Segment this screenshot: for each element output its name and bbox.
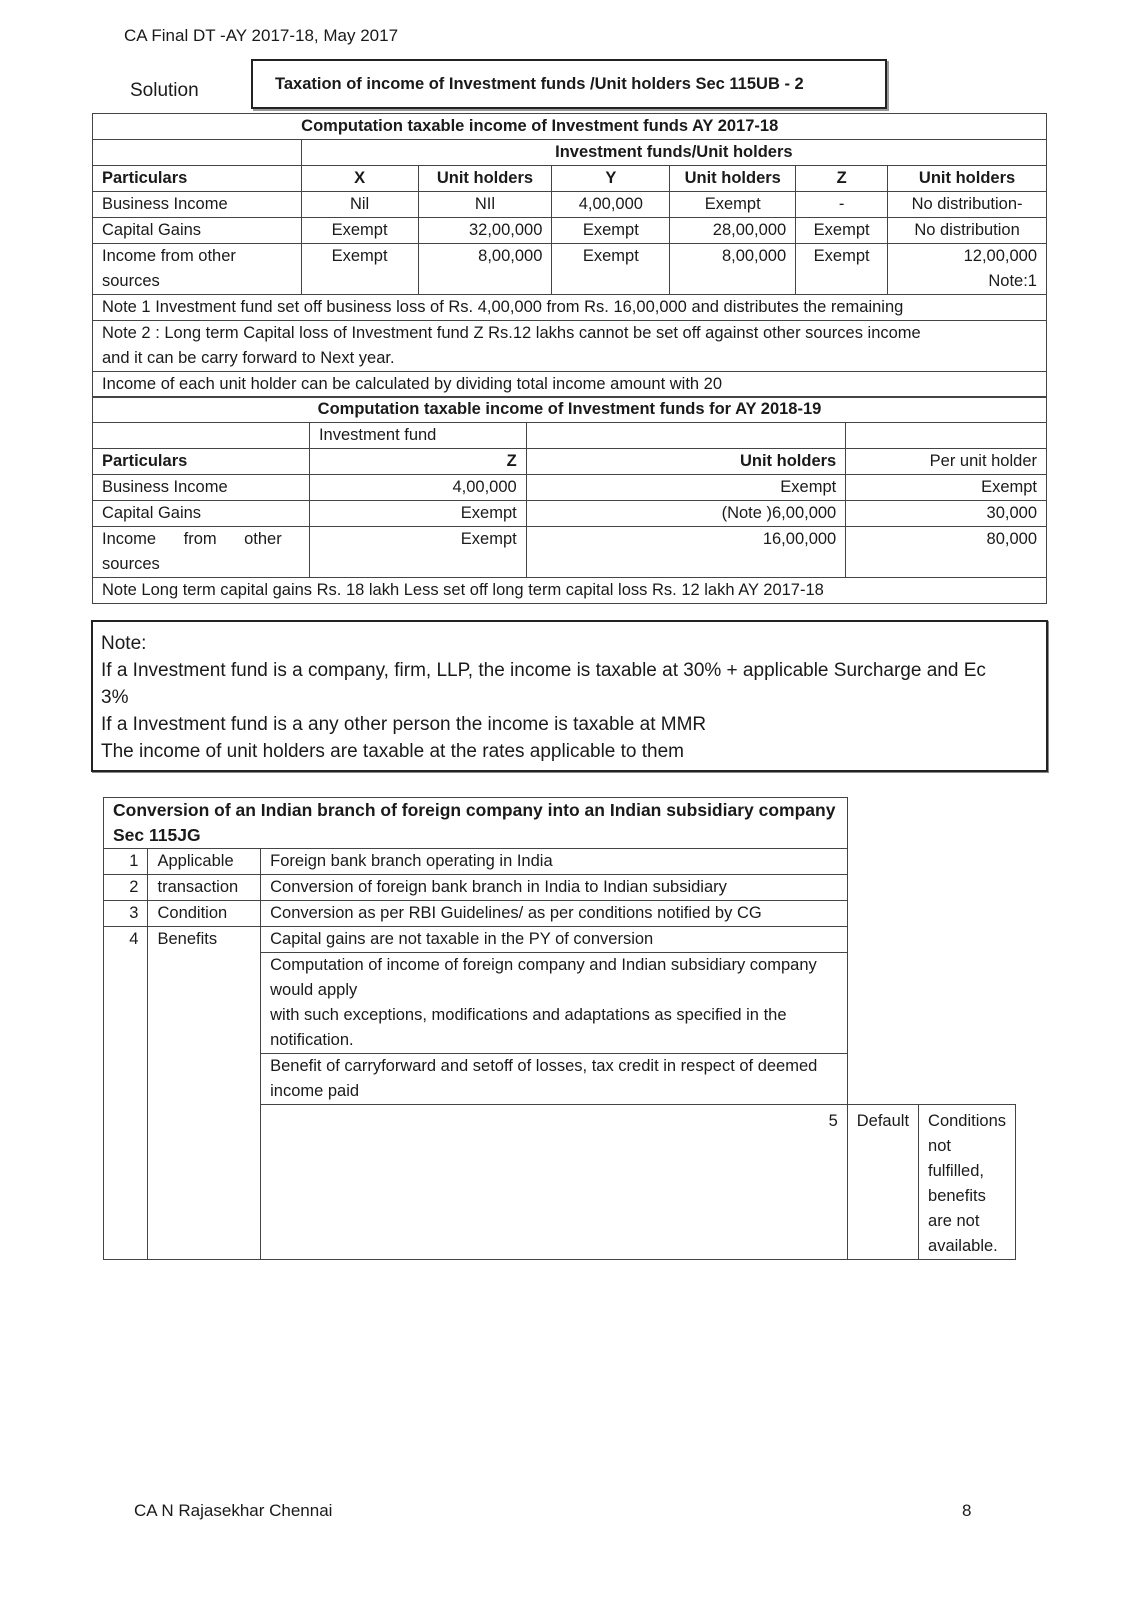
row-number: 5 [261, 1105, 848, 1260]
row-number: 1 [104, 849, 148, 875]
cell: Exempt [552, 218, 670, 244]
group-header-row [93, 140, 1047, 166]
note-2: Note 2 : Long term Capital loss of Investment fund Z Rs.12 lakhs cannot be set off against other sources income and it can be carry forward to Next year. [93, 321, 1047, 372]
note-box [91, 620, 1048, 772]
cell: Income from other sources [93, 527, 310, 578]
table-row [93, 192, 1047, 218]
row-text: Foreign bank branch operating in India [261, 849, 848, 875]
row-text: Conditions not fulfilled, benefits are not available. [919, 1105, 1016, 1260]
subheader: Investment fund [309, 423, 526, 449]
section-title: Taxation of income of Investment funds /Unit holders Sec 115UB - 2 [275, 74, 804, 93]
note-line: 3% [101, 687, 129, 708]
cell: Exempt [526, 475, 846, 501]
column-header-row [93, 449, 1047, 475]
cell: - [796, 192, 888, 218]
table-row [104, 901, 1016, 927]
column-header: Z [309, 449, 526, 475]
cell: Business Income [93, 192, 302, 218]
table-row [93, 218, 1047, 244]
note-row [93, 372, 1047, 398]
cell: Capital Gains [93, 501, 310, 527]
cell: No distribution- [888, 192, 1047, 218]
note-line: Note: [101, 633, 147, 654]
row-label: Benefits [148, 927, 261, 1260]
group-header: Investment funds/Unit holders [301, 140, 1046, 166]
note-line: If a Investment fund is a any other person the income is taxable at MMR [101, 714, 707, 735]
cell: Capital Gains [93, 218, 302, 244]
row-number: 2 [104, 875, 148, 901]
table-title-row [93, 397, 1047, 423]
cell: Exempt [552, 244, 670, 295]
note: Note Long term capital gains Rs. 18 lakh Less set off long term capital loss Rs. 12 lakh AY 2017-18 [93, 578, 1047, 604]
section-title-box [251, 59, 887, 109]
table-title: Computation taxable income of Investment funds AY 2017-18 [301, 114, 1046, 140]
page-number: 8 [962, 1501, 972, 1520]
row-text: Conversion of foreign bank branch in India to Indian subsidiary [261, 875, 848, 901]
cell: Exempt [309, 501, 526, 527]
column-header: Per unit holder [846, 449, 1047, 475]
computation-table-ay-2017-18 [92, 113, 1047, 398]
row-text: Capital gains are not taxable in the PY of conversion [261, 927, 848, 953]
column-header: Z [796, 166, 888, 192]
note-row [93, 321, 1047, 372]
row-label: Default [847, 1105, 918, 1260]
table-row [93, 475, 1047, 501]
cell: 32,00,000 [418, 218, 552, 244]
cell: 28,00,000 [670, 218, 796, 244]
cell: No distribution [888, 218, 1047, 244]
column-header: Unit holders [526, 449, 846, 475]
row-number: 4 [104, 927, 148, 1260]
column-header: X [301, 166, 418, 192]
cell: 4,00,000 [309, 475, 526, 501]
row-label: Condition [148, 901, 261, 927]
table-row [104, 849, 1016, 875]
sec-115jg-table [103, 797, 1016, 1260]
cell: 8,00,000 [670, 244, 796, 295]
row-label: Applicable [148, 849, 261, 875]
table-row [93, 527, 1047, 578]
row-text: Conversion as per RBI Guidelines/ as per conditions notified by CG [261, 901, 848, 927]
page-header: CA Final DT -AY 2017-18, May 2017 [124, 26, 399, 45]
row-label: transaction [148, 875, 261, 901]
note-line: If a Investment fund is a company, firm, LLP, the income is taxable at 30% + applicable Surcharge and Ec [101, 660, 986, 681]
row-text: Computation of income of foreign company and Indian subsidiary company would apply with such exceptions, modifications and adaptations as specified in the notification. [261, 953, 848, 1054]
cell: Income from other sources [93, 244, 302, 295]
cell: 12,00,000 Note:1 [888, 244, 1047, 295]
note-line: The income of unit holders are taxable at the rates applicable to them [101, 741, 685, 762]
cell: Exempt [796, 218, 888, 244]
cell: Nil [301, 192, 418, 218]
note-row [93, 578, 1047, 604]
column-header-row [93, 166, 1047, 192]
cell: Exempt [301, 244, 418, 295]
cell: 8,00,000 [418, 244, 552, 295]
row-number: 3 [104, 901, 148, 927]
table-row [104, 875, 1016, 901]
cell: 4,00,000 [552, 192, 670, 218]
cell: Exempt [796, 244, 888, 295]
table-row [93, 244, 1047, 295]
cell: NIl [418, 192, 552, 218]
cell: Exempt [309, 527, 526, 578]
note-row [93, 295, 1047, 321]
table-title-row [93, 114, 1047, 140]
column-header: Unit holders [888, 166, 1047, 192]
subheader-row [93, 423, 1047, 449]
note-1: Note 1 Investment fund set off business loss of Rs. 4,00,000 from Rs. 16,00,000 and distributes the remaining [93, 295, 1047, 321]
cell: Exempt [846, 475, 1047, 501]
table-title: Computation taxable income of Investment funds for AY 2018-19 [93, 397, 1047, 423]
table-title-row [104, 798, 1016, 849]
computation-table-ay-2018-19 [92, 396, 1047, 604]
row-text: Benefit of carryforward and setoff of losses, tax credit in respect of deemed income paid [261, 1054, 848, 1105]
solution-label: Solution [130, 80, 199, 101]
column-header: Particulars [93, 166, 302, 192]
cell: 30,000 [846, 501, 1047, 527]
footer-author: CA N Rajasekhar Chennai [134, 1501, 333, 1520]
cell: Exempt [670, 192, 796, 218]
column-header: Particulars [93, 449, 310, 475]
note-3: Income of each unit holder can be calculated by dividing total income amount with 20 [93, 372, 1047, 398]
cell: Business Income [93, 475, 310, 501]
cell: Exempt [301, 218, 418, 244]
cell: (Note )6,00,000 [526, 501, 846, 527]
table-row [93, 501, 1047, 527]
cell: 16,00,000 [526, 527, 846, 578]
table-row [104, 927, 1016, 953]
cell: 80,000 [846, 527, 1047, 578]
table-title: Conversion of an Indian branch of foreign company into an Indian subsidiary company Sec 115JG [104, 798, 848, 849]
column-header: Unit holders [670, 166, 796, 192]
column-header: Unit holders [418, 166, 552, 192]
column-header: Y [552, 166, 670, 192]
